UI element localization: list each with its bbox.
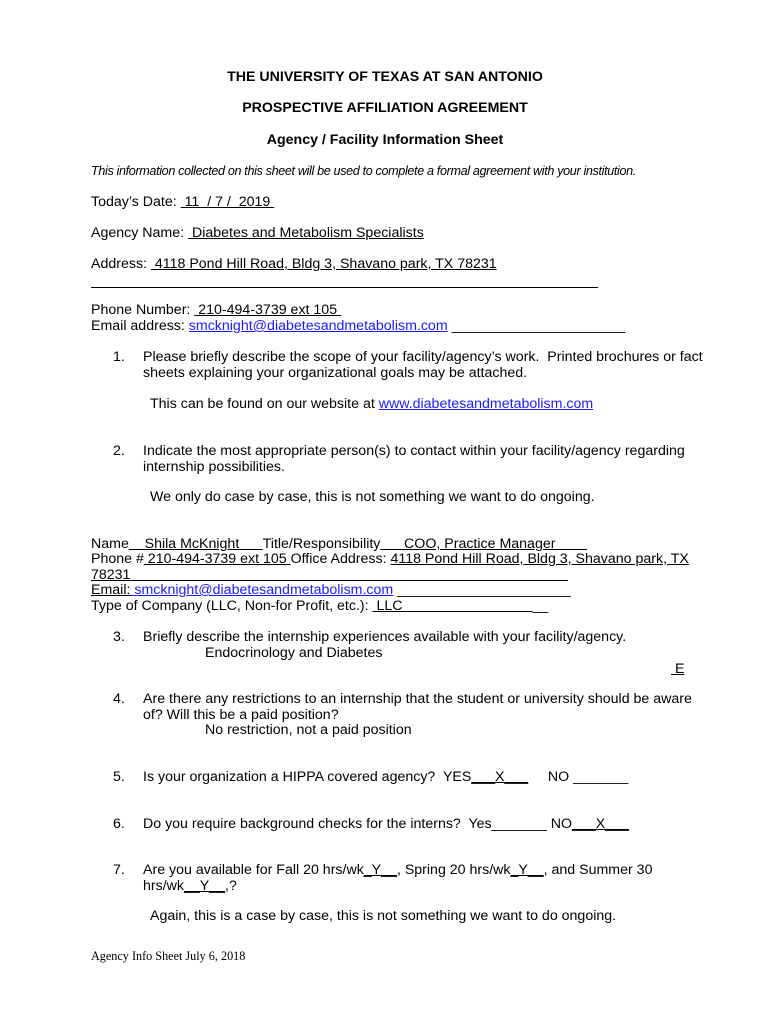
q4-line1: Are there any restrictions to an internship that the student or university should be aware <box>143 691 692 707</box>
company-type-row <box>91 599 548 613</box>
contact-name-value: Shila McKnight <box>128 536 263 552</box>
office-address-zip: 78231 <box>91 567 131 583</box>
q1-number: 1. <box>113 349 125 365</box>
q3-answer: Endocrinology and Diabetes <box>205 645 383 661</box>
q7-summer-value: __Y__ <box>184 878 226 894</box>
date-value: 11 / 7 / 2019 <box>180 194 275 210</box>
phone-label: Phone Number: <box>91 302 195 318</box>
q3-trail: E <box>671 661 685 677</box>
q5-yes-value: ___X___ <box>471 769 529 785</box>
q6-line1: Do you require background checks for the interns? Yes_______ NO <box>143 816 573 832</box>
q2-line2: internship possibilities. <box>143 459 285 475</box>
q2-number: 2. <box>113 443 125 459</box>
contact-email-trail: ______________________ <box>393 582 571 598</box>
intro-text: This information collected on this sheet will be used to complete a formal agreement with your institution. <box>91 164 636 178</box>
date-label: Today’s Date: <box>91 194 181 210</box>
q7-answer: Again, this is a case by case, this is not something we want to do ongoing. <box>150 908 617 924</box>
address-row <box>91 257 497 271</box>
contact-phone-row <box>91 552 689 566</box>
company-type-value: LLC <box>372 598 533 614</box>
q6-row <box>143 817 629 831</box>
q3-number: 3. <box>113 629 125 645</box>
q1-answer <box>150 397 593 411</box>
university-title: THE UNIVERSITY OF TEXAS AT SAN ANTONIO <box>227 69 543 85</box>
contact-title-value: COO, Practice Manager <box>380 536 587 552</box>
q4-line2: of? Will this be a paid position? <box>143 707 339 723</box>
date-row <box>91 195 274 209</box>
q7-number: 7. <box>113 862 125 878</box>
q6-number: 6. <box>113 816 125 832</box>
q1-answer-prefix: This can be found on our website at <box>150 396 379 412</box>
q7-fall-value: _Y__ <box>363 862 397 878</box>
q5-row <box>143 770 628 784</box>
q5-no-label: NO _______ <box>528 769 629 785</box>
contact-email-link[interactable]: smcknight@diabetesandmetabolism.com <box>130 582 394 598</box>
agency-row <box>91 226 424 240</box>
q7-spring-value: _Y__ <box>510 862 544 878</box>
address-value: 4118 Pond Hill Road, Bldg 3, Shavano park, TX 78231 <box>150 256 497 272</box>
office-address-value: 4118 Pond Hill Road, Bldg 3, Shavano park, TX <box>390 551 689 567</box>
contact-phone-label: Phone # <box>91 551 144 567</box>
email-label: Email address: <box>91 318 189 334</box>
q1-line1: Please briefly describe the scope of your facility/agency’s work. Printed brochures or fact <box>143 349 703 365</box>
contact-name-label: Name <box>91 536 129 552</box>
email-row <box>91 319 625 333</box>
q2-line1: Indicate the most appropriate person(s) to contact within your facility/agency regarding <box>143 443 685 459</box>
contact-name-row <box>91 537 587 551</box>
q6-no-value: ___X___ <box>572 816 629 832</box>
q1-line2: sheets explaining your organizational goals may be attached. <box>143 365 528 381</box>
office-address-label: Office Address: <box>290 551 391 567</box>
q5-number: 5. <box>113 769 125 785</box>
agency-label: Agency Name: <box>91 225 188 241</box>
q2-answer: We only do case by case, this is not something we want to do ongoing. <box>150 489 595 505</box>
company-type-label: Type of Company (LLC, Non-for Profit, etc.): <box>91 598 373 614</box>
q5-line1: Is your organization a HIPPA covered agency? YES <box>143 769 472 785</box>
q7-line1a: Are you available for Fall 20 hrs/wk <box>143 862 364 878</box>
contact-email-row <box>91 583 571 597</box>
agency-value: Diabetes and Metabolism Specialists <box>188 225 424 241</box>
agreement-title: PROSPECTIVE AFFILIATION AGREEMENT <box>242 100 528 116</box>
q3-line1: Briefly describe the internship experiences available with your facility/agency. <box>143 629 627 645</box>
phone-row <box>91 303 341 317</box>
q7-line1c: , and Summer 30 <box>543 862 653 878</box>
q7-line1b: , Spring 20 hrs/wk <box>396 862 511 878</box>
contact-phone-value: 210-494-3739 ext 105 <box>143 551 291 567</box>
company-type-trail: __ <box>532 598 549 614</box>
contact-email-label: Email: <box>91 582 131 598</box>
q4-answer: No restriction, not a paid position <box>205 722 412 738</box>
email-link[interactable]: smcknight@diabetesandmetabolism.com <box>188 318 448 334</box>
q4-number: 4. <box>113 691 125 707</box>
page-footer: Agency Info Sheet July 6, 2018 <box>91 949 246 963</box>
q7-line2b: ,? <box>225 878 237 894</box>
office-address-blank-line <box>128 580 568 581</box>
sheet-title: Agency / Facility Information Sheet <box>266 132 504 148</box>
email-trail: ______________________ <box>447 318 626 334</box>
q7-line2a: hrs/wk <box>143 878 184 894</box>
website-link[interactable]: www.diabetesandmetabolism.com <box>378 396 594 412</box>
contact-title-label: Title/Responsibility <box>262 536 381 552</box>
phone-value: 210-494-3739 ext 105 <box>194 302 342 318</box>
q7-row2 <box>143 879 237 893</box>
address-label: Address: <box>91 256 151 272</box>
address-blank-line <box>91 287 598 288</box>
office-address-line2 <box>91 568 130 582</box>
q7-row1 <box>143 863 652 877</box>
